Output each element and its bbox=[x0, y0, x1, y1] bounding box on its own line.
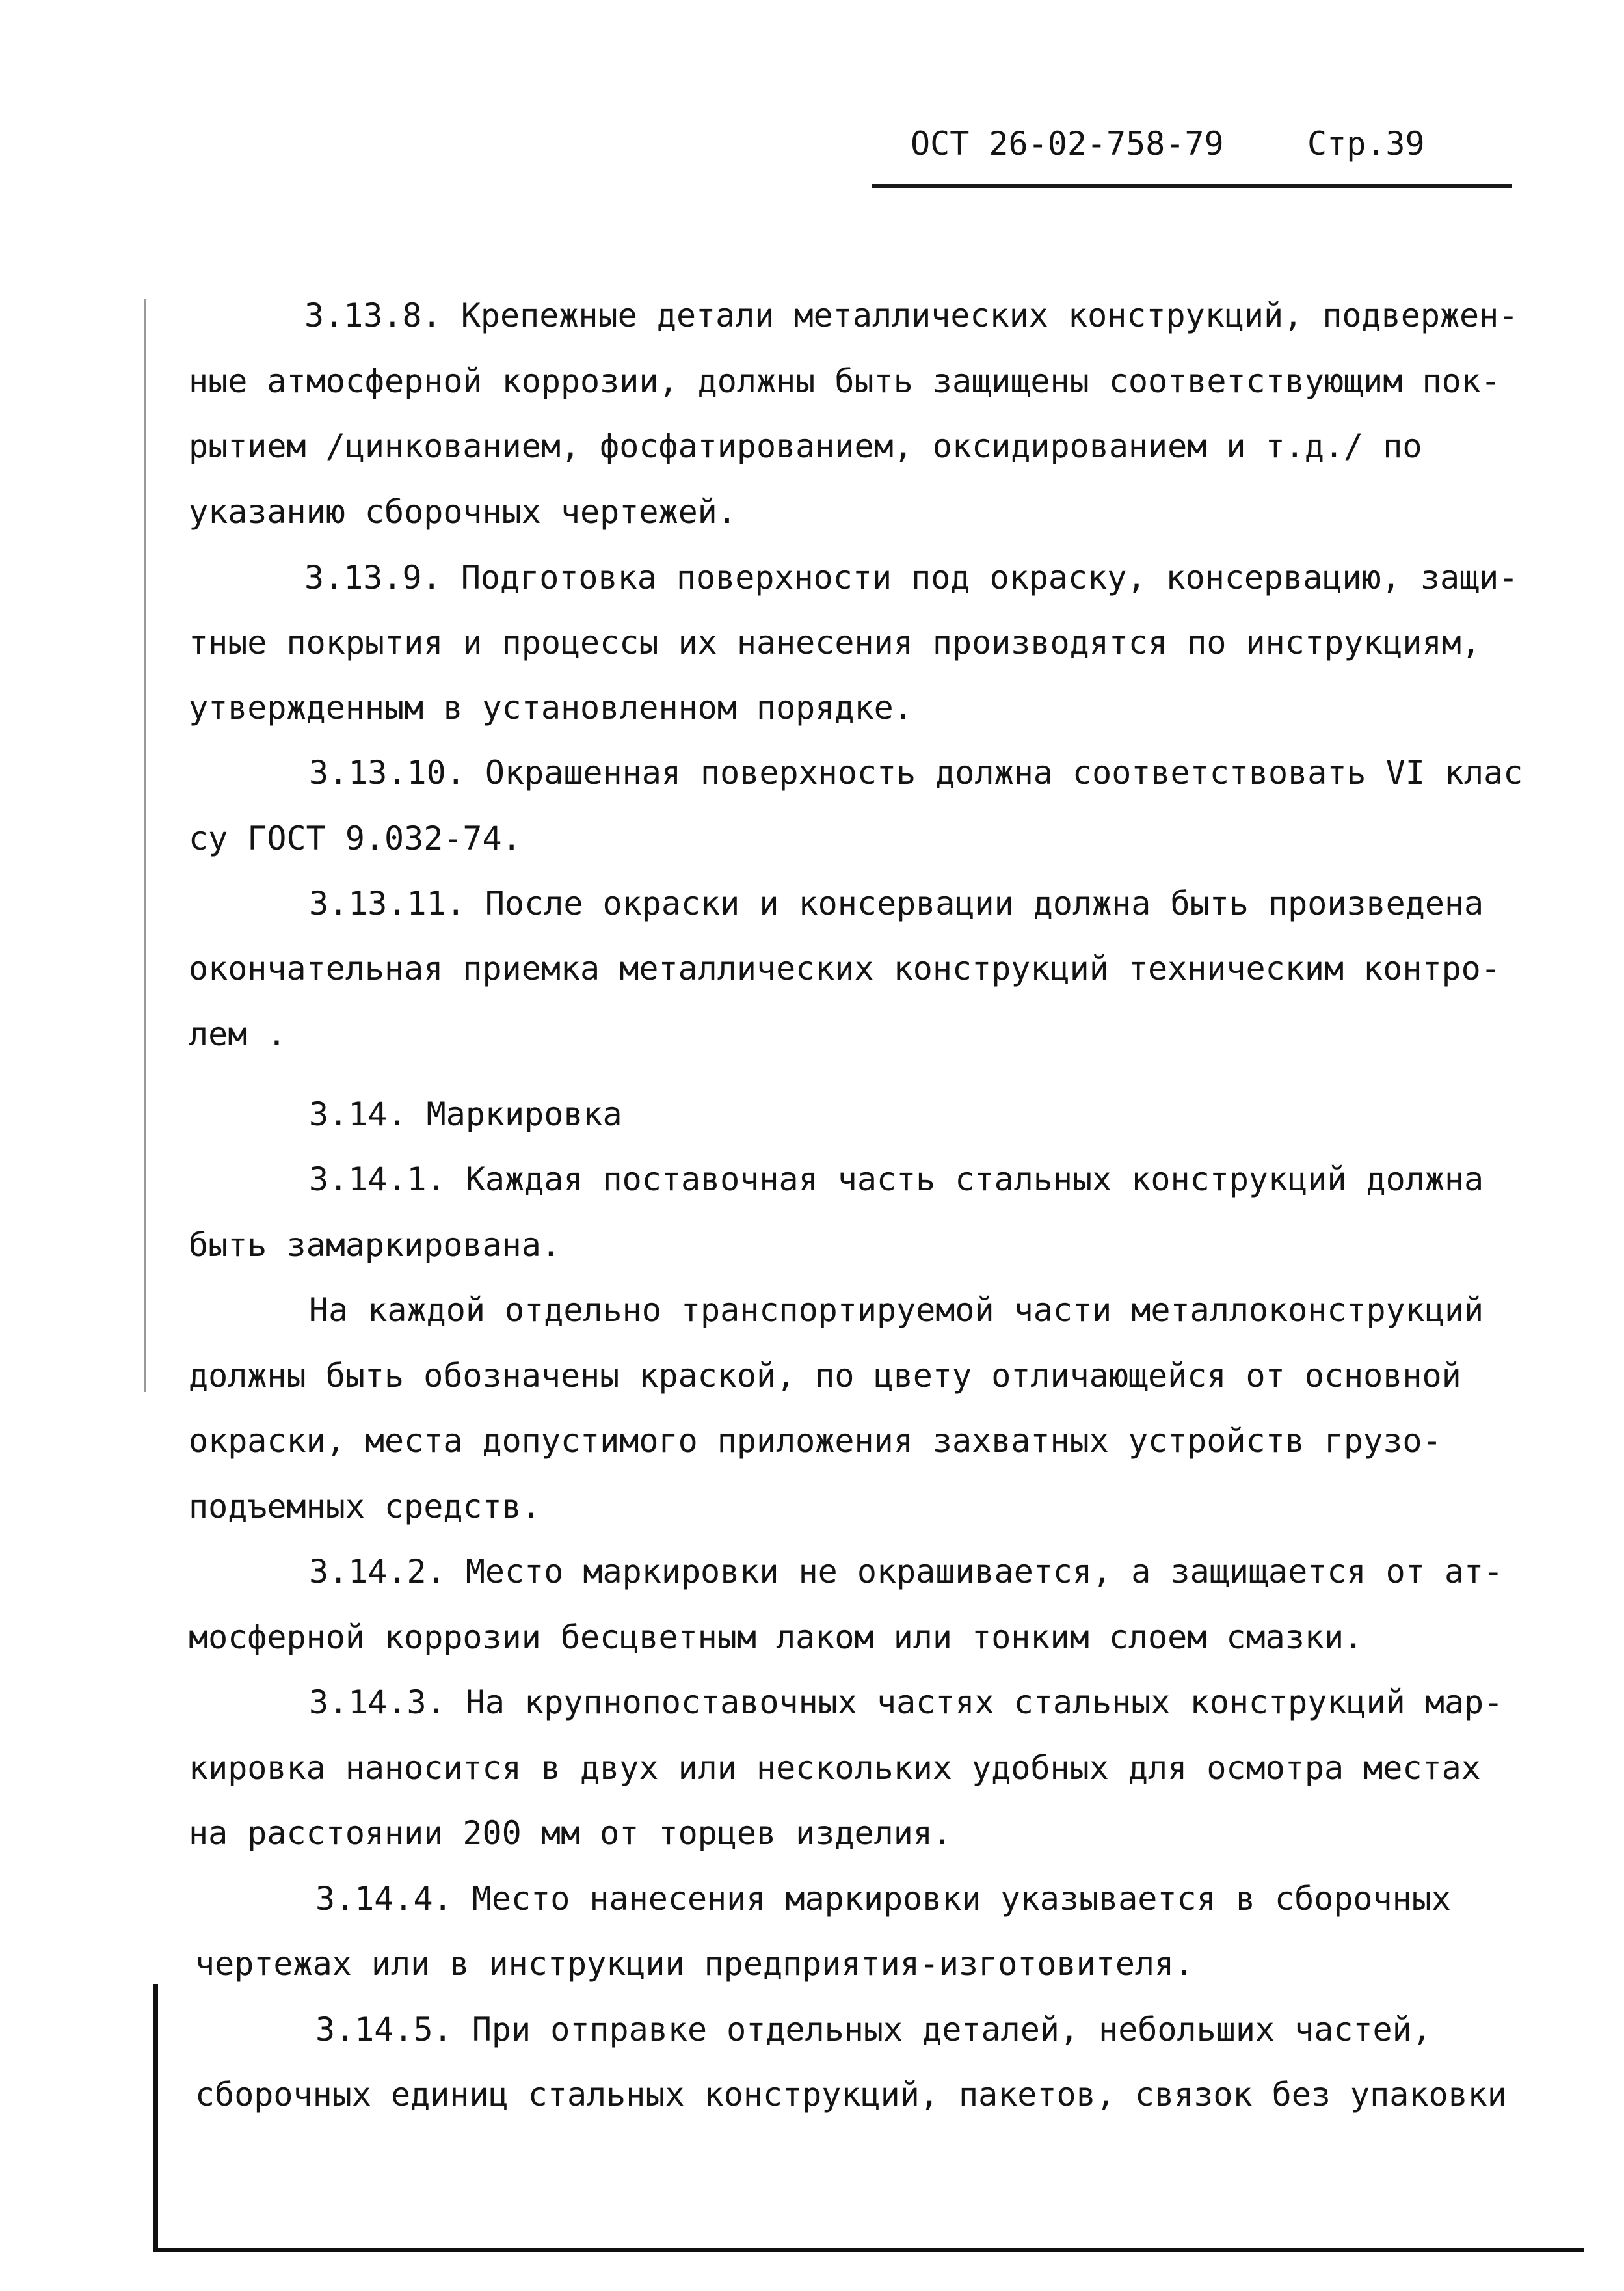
left-margin-line-bold bbox=[153, 1984, 158, 2252]
text-line: мосферной коррозии бесцветным лаком или тонким слоем смазки. bbox=[189, 1618, 1364, 1656]
text-line: кировка наносится в двух или нескольких удобных для осмотра местах bbox=[189, 1749, 1481, 1787]
text-line: рытием /цинкованием, фосфатированием, оксидированием и т.д./ по bbox=[189, 427, 1422, 465]
header-underline bbox=[872, 184, 1512, 188]
text-line: 3.14.1. Каждая поставочная часть стальных конструкций должна bbox=[309, 1160, 1484, 1198]
text-line: 3.13.9. Подготовка поверхности под окраску, консервацию, защи- bbox=[304, 559, 1519, 596]
section-heading: 3.14. Маркировка bbox=[309, 1095, 622, 1133]
text-line: чертежах или в инструкции предприятия-изготовителя. bbox=[195, 1945, 1194, 1983]
left-margin-line bbox=[144, 299, 146, 1392]
text-line: 3.13.10. Окрашенная поверхность должна соответствовать VI клас bbox=[309, 754, 1523, 792]
text-line: сборочных единиц стальных конструкций, пакетов, связок без упаковки bbox=[195, 2076, 1507, 2113]
text-line: 3.14.5. При отправке отдельных деталей, небольших частей, bbox=[315, 2011, 1431, 2048]
text-line: на расстоянии 200 мм от торцев изделия. bbox=[189, 1814, 952, 1852]
text-line: быть замаркирована. bbox=[189, 1226, 561, 1264]
text-line: 3.14.3. На крупнопоставочных частях стальных конструкций мар- bbox=[309, 1683, 1504, 1721]
text-line: утвержденным в установленном порядке. bbox=[189, 689, 913, 727]
text-line: лем . bbox=[189, 1015, 287, 1053]
text-line: окончательная приемка металлических конструкций техническим контро- bbox=[189, 950, 1500, 987]
text-line: ные атмосферной коррозии, должны быть защищены соответствующим пок- bbox=[189, 362, 1500, 400]
text-line: подъемных средств. bbox=[189, 1488, 541, 1525]
page-number: Стр.39 bbox=[1307, 125, 1425, 163]
text-line: 3.14.2. Место маркировки не окрашивается, а защищается от ат- bbox=[309, 1553, 1504, 1590]
bottom-frame-line bbox=[153, 2248, 1584, 2252]
text-line: 3.14.4. Место нанесения маркировки указывается в сборочных bbox=[315, 1880, 1451, 1918]
page-header bbox=[911, 125, 1483, 177]
text-line: 3.13.11. После окраски и консервации должна быть произведена bbox=[309, 885, 1484, 922]
text-line: На каждой отдельно транспортируемой части металлоконструкций bbox=[309, 1291, 1484, 1329]
text-line: окраски, места допустимого приложения захватных устройств грузо- bbox=[189, 1422, 1442, 1460]
text-line: указанию сборочных чертежей. bbox=[189, 493, 737, 531]
text-line: 3.13.8. Крепежные детали металлических конструкций, подвержен- bbox=[304, 297, 1519, 334]
text-line: должны быть обозначены краской, по цвету отличающейся от основной bbox=[189, 1357, 1461, 1395]
document-code: ОСТ 26-02-758-79 bbox=[911, 125, 1224, 163]
text-line: тные покрытия и процессы их нанесения производятся по инструкциям, bbox=[189, 624, 1481, 662]
text-line: су ГОСТ 9.032-74. bbox=[189, 820, 522, 857]
